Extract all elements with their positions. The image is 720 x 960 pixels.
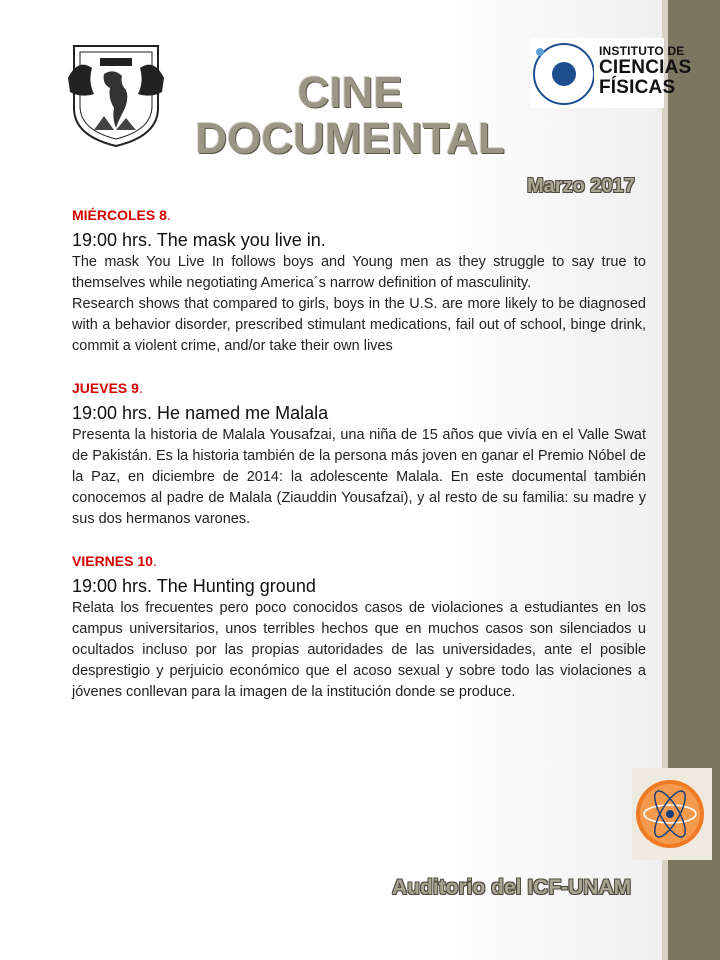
event-day-label: JUEVES 9 bbox=[72, 380, 139, 396]
atom-decoration bbox=[632, 768, 712, 860]
event-title: 19:00 hrs. The mask you live in. bbox=[72, 230, 326, 250]
event-day: JUEVES 9. bbox=[72, 380, 143, 396]
title-line-1: CINE bbox=[297, 68, 403, 117]
venue-label: Auditorio del ICF-UNAM bbox=[392, 876, 632, 899]
icf-circle-icon bbox=[530, 38, 594, 108]
icf-line-3: FÍSICAS bbox=[599, 77, 676, 98]
icf-line-1: INSTITUTO DE bbox=[599, 44, 685, 58]
event-description: Research shows that compared to girls, boys in the U.S. are more likely to be diagnosed with a behavior disorder, prescribed stimulant medications, fail out of school, binge drink, commit a violent crime, and/or take their own lives bbox=[72, 296, 646, 354]
event-item bbox=[72, 379, 646, 530]
event-day-label: MIÉRCOLES 8 bbox=[72, 207, 167, 223]
event-item bbox=[72, 206, 646, 357]
event-title: 19:00 hrs. The Hunting ground bbox=[72, 576, 316, 596]
event-day: VIERNES 10. bbox=[72, 553, 157, 569]
event-description: Relata los frecuentes pero poco conocidos casos de violaciones a estudiantes en los campus universitarios, unos terribles hechos que en muchos casos son silenciados u ocultados incluso por las propias autoridades de las universidades, ante el posible desprestigio y perjuicio económico que el acoso sexual y sobre todo las violaciones a jóvenes conllevan para la imagen de la institución donde se produce. bbox=[72, 600, 646, 700]
event-day: MIÉRCOLES 8. bbox=[72, 207, 171, 223]
event-list bbox=[72, 206, 646, 725]
icf-line-2: CIENCIAS bbox=[599, 57, 692, 78]
unam-logo bbox=[64, 38, 168, 148]
event-description: The mask You Live In follows boys and Young men as they struggle to say true to themselves while negotiating America´s narrow definition of masculinity. bbox=[72, 254, 646, 291]
icf-name bbox=[599, 44, 691, 98]
page-title bbox=[190, 70, 510, 162]
title-line-2: DOCUMENTAL bbox=[195, 114, 505, 163]
event-description: Presenta la historia de Malala Yousafzai, una niña de 15 años que vivía en el Valle Swat de Pakistán. Es la historia también de la persona más joven en ganar el Premio Nóbel de la Paz, en diciembre de 2014: la adolescente Malala. En este documental también conocemos al padre de Malala (Ziauddin Yousafzai), y al resto de su familia: su madre y sus dos hermanos varones. bbox=[72, 427, 646, 527]
icf-logo bbox=[530, 38, 692, 108]
atom-icon bbox=[632, 768, 712, 860]
event-item bbox=[72, 552, 646, 703]
event-title: 19:00 hrs. He named me Malala bbox=[72, 403, 329, 423]
event-date: Marzo 2017 bbox=[527, 175, 635, 197]
event-day-label: VIERNES 10 bbox=[72, 553, 153, 569]
